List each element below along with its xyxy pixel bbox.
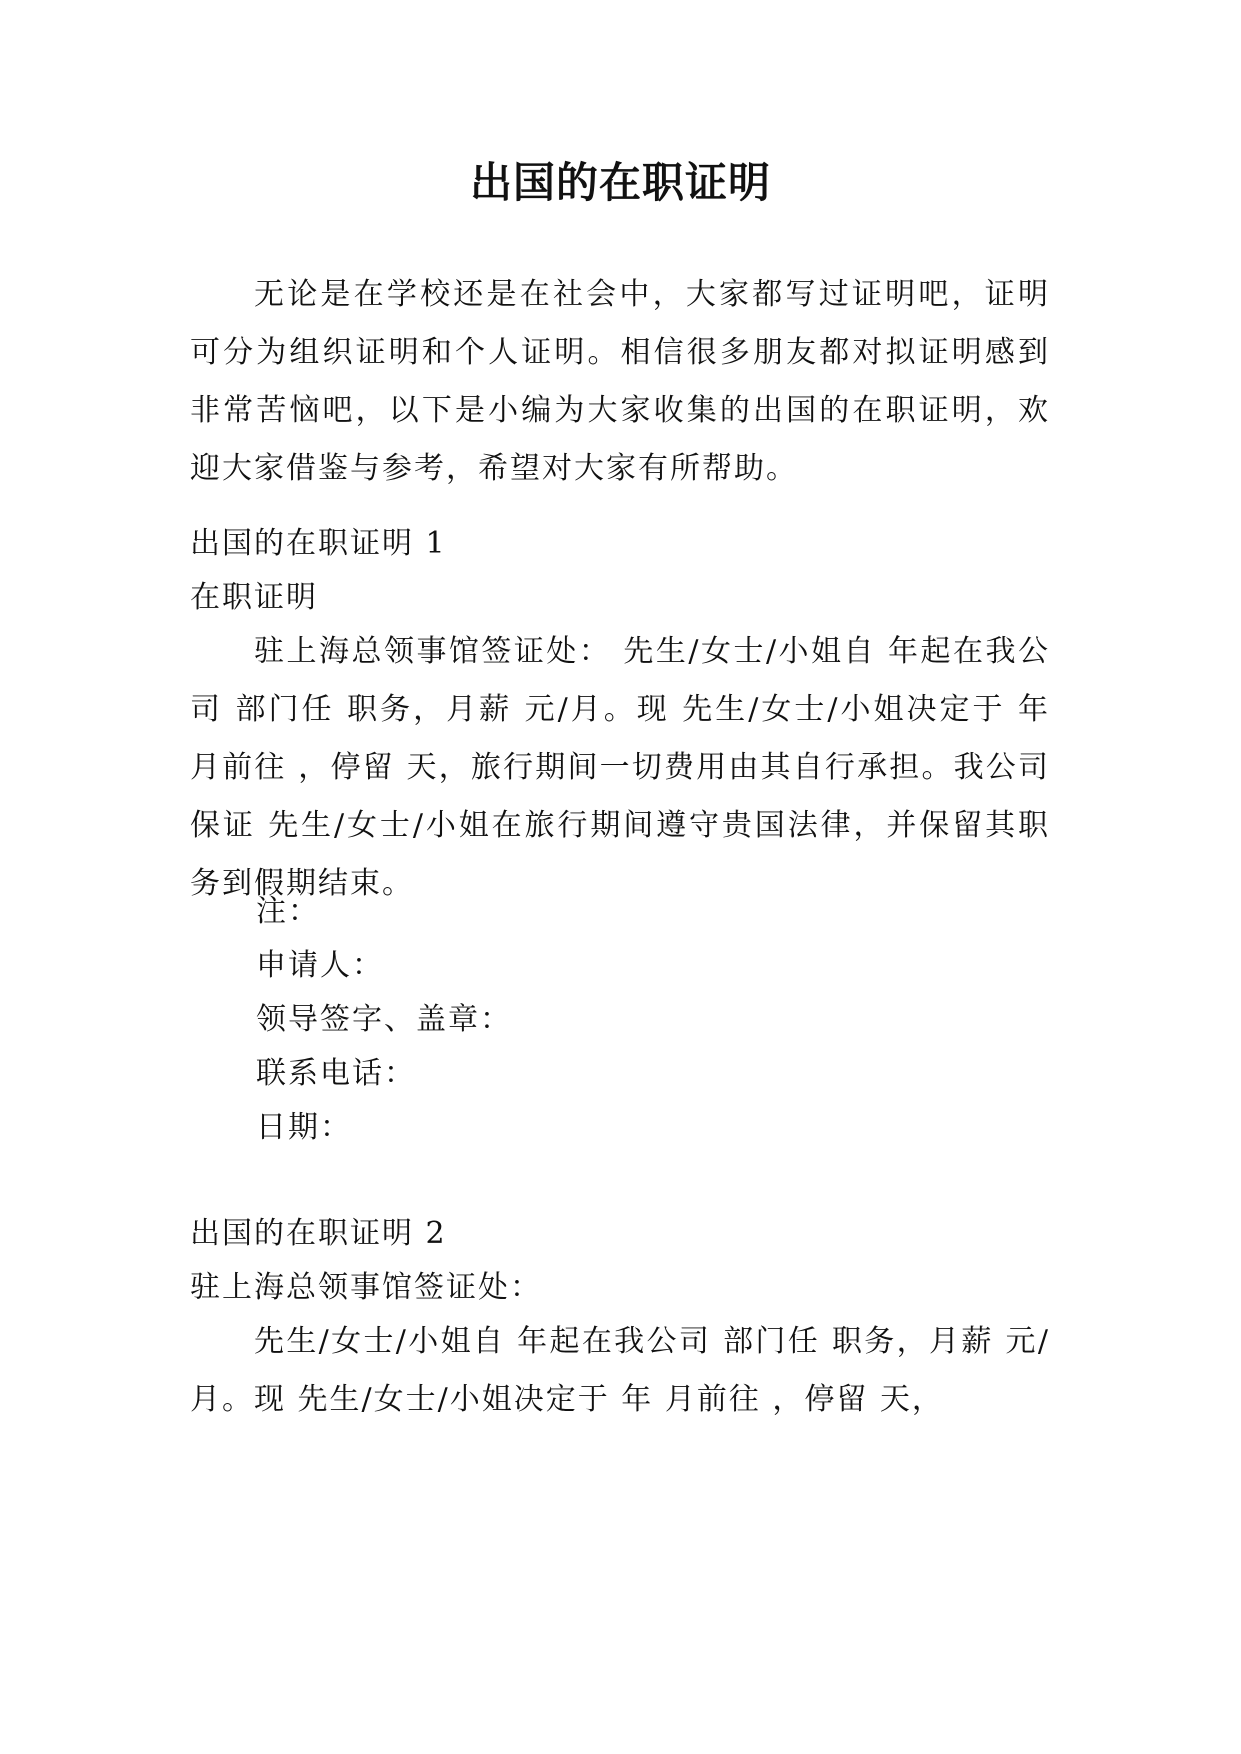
date-label: 日期： bbox=[256, 1110, 352, 1145]
signature-label: 领导签字、盖章： bbox=[256, 1002, 512, 1037]
document-title: 出国的在职证明 bbox=[469, 158, 771, 207]
applicant-label: 申请人： bbox=[256, 948, 384, 983]
section1-heading: 出国的在职证明 1 bbox=[190, 526, 447, 561]
section2-heading: 出国的在职证明 2 bbox=[190, 1216, 447, 1251]
note-label: 注： bbox=[256, 894, 320, 929]
section1-subheading: 在职证明 bbox=[190, 580, 318, 615]
section2-body: 先生/女士/小姐自 年起在我公司 部门任 职务，月薪 元/月。现 先生/女士/小姐决定于 年 月前往 ，停留 天， bbox=[190, 1324, 1050, 1417]
section1-body: 驻上海总领事馆签证处： 先生/女士/小姐自 年起在我公司 部门任 职务，月薪 元/月。现 先生/女士/小姐决定于 年 月前往 ，停留 天，旅行期间一切费用由其自行承担。我公司保证 先生/女士/小姐在旅行期间遵守贵国法律，并保留其职务到假期结束。 bbox=[190, 634, 1050, 901]
section2-salutation: 驻上海总领事馆签证处： bbox=[190, 1270, 542, 1305]
phone-label: 联系电话： bbox=[256, 1056, 416, 1091]
intro-paragraph: 无论是在学校还是在社会中，大家都写过证明吧，证明可分为组织证明和个人证明。相信很多朋友都对拟证明感到非常苦恼吧，以下是小编为大家收集的出国的在职证明，欢迎大家借鉴与参考，希望对大家有所帮助。 bbox=[190, 277, 1050, 486]
